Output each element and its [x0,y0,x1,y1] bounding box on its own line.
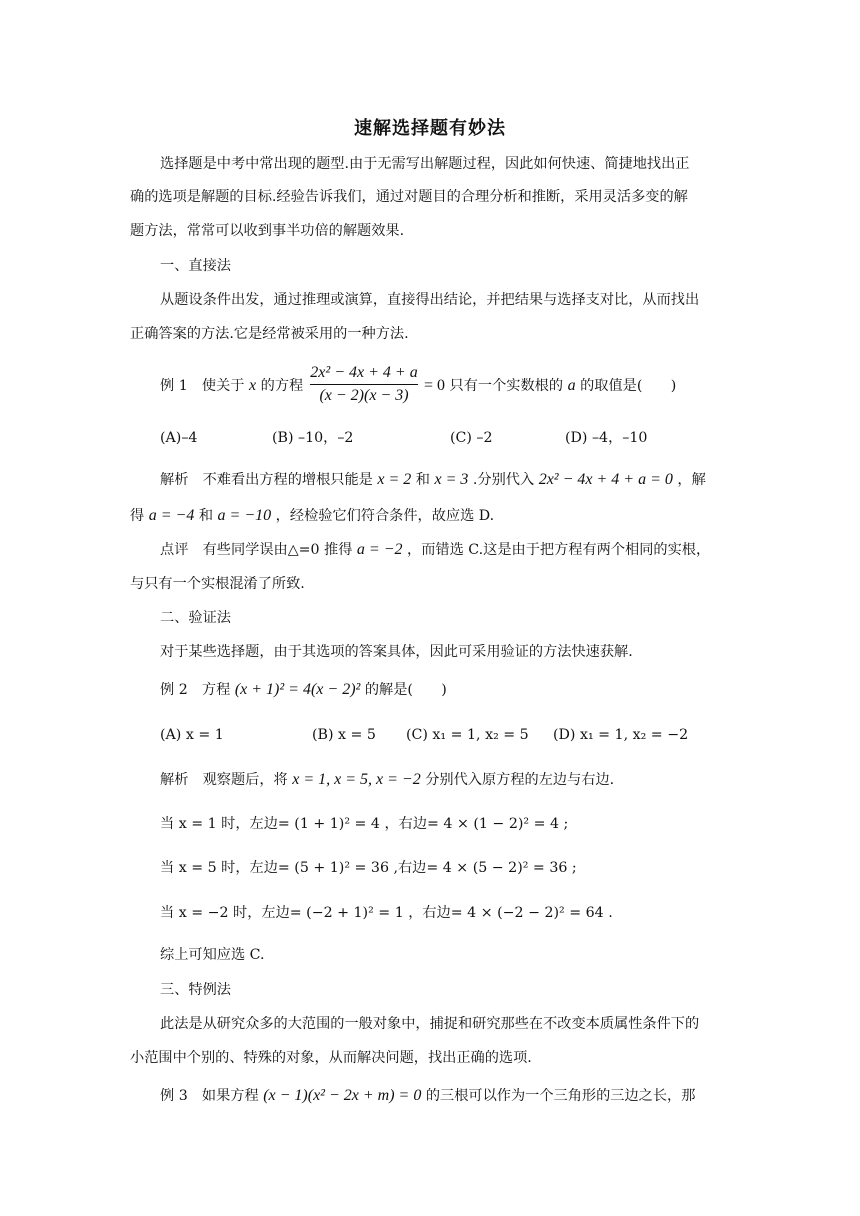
solution-1-text-c: .分别代入 [472,472,535,488]
example-1-question-tail [424,376,676,396]
intro-line-3: 题方法，常常可以收到事半功倍的解题效果. [130,223,405,239]
check-line-2: 当 x = 5 时，左边= (5 + 1)² = 36 ,右边= 4 × (5 − 2)² = 36 ; [160,860,577,876]
example-2-option-b: (B) x = 5 [312,727,376,743]
section-2-heading: 二、验证法 [160,610,231,626]
solution-1-text-e: 得 [130,508,145,524]
review-1-line-1 [160,540,710,560]
check-line-1: 当 x = 1 时，左边= (1 + 1)² = 4 ，右边= 4 × (1 − 2)² = 4 ; [160,816,569,832]
section-3-line-1: 此法是从研究众多的大范围的一般对象中，捕捉和研究那些在不改变本质属性条件下的 [160,1016,700,1032]
example-2-option-d: (D) x₁ = 1, x₂ = −2 [553,727,689,743]
review-1-text-b: ，而错选 C.这是由于把方程有两个相同的实根， [407,542,711,558]
example-2-option-a: (A) x = 1 [160,727,224,743]
solution-1-eq-5: a = −10 [217,507,272,524]
example-2-eq: (x + 1)² = 4(x − 2)² [234,681,361,698]
example-1-question [160,376,303,396]
check-line-3: 当 x = −2 时，左边= (−2 + 1)² = 1 ，右边= 4 × (−2 − 2)² = 64 . [160,905,613,921]
solution-2-line-1 [160,770,614,790]
example-1-mid: 的方程 [260,378,304,394]
example-1-fraction [310,364,418,405]
solution-2-conclusion: 综上可知应选 C. [160,947,265,963]
example-1-suffix: 的取值是( ) [580,378,677,394]
review-1-eq: a = −2 [356,541,403,558]
example-1-equals: = 0 [424,377,446,394]
fraction-bar [310,384,418,385]
example-2-option-c: (C) x₁ = 1, x₂ = 5 [406,727,529,743]
example-1-option-b: (B) –10，–2 [272,430,354,446]
example-1-var: x [249,377,257,394]
solution-1-line-1 [160,470,706,490]
solution-2-text-b: 分别代入原方程的左边与右边. [425,772,615,788]
solution-1-text-f: 和 [198,508,214,524]
example-2-prefix: 例 2 方程 [160,682,231,698]
solution-1-eq-3: 2x² − 4x + 4 + a = 0 [538,471,673,488]
solution-1-eq-1: x = 2 [377,471,412,488]
example-1-prefix: 例 1 使关于 [160,378,245,394]
solution-2-text-a: 解析 观察题后，将 [160,772,288,788]
section-1-line-2: 正确答案的方法.它是经常被采用的一种方法. [130,326,409,342]
solution-1-text-d: ，解 [677,472,706,488]
solution-1-eq-4: a = −4 [148,507,195,524]
example-1-option-d: (D) –4，–10 [565,430,648,446]
example-2-question [160,680,447,700]
solution-1-text-b: 和 [415,472,430,488]
section-3-line-2: 小范围中个别的、特殊的对象，从而解决问题，找出正确的选项. [130,1050,532,1066]
solution-1-text-g: ，经检验它们符合条件，故应选 D. [275,508,495,524]
review-1-line-2: 与只有一个实根混淆了所致. [130,576,305,592]
example-1-option-a: (A)–4 [160,430,198,446]
example-1-mid2: 只有一个实数根的 [449,378,564,394]
example-3-question [160,1086,695,1106]
solution-1-text-a: 解析 不难看出方程的增根只能是 [160,472,373,488]
section-1-heading: 一、直接法 [160,258,231,274]
example-1-var2: a [567,377,576,394]
solution-2-eq: x = 1, x = 5, x = −2 [292,771,421,788]
example-3-eq: (x − 1)(x² − 2x + m) = 0 [263,1087,422,1104]
example-1-option-c: (C) –2 [450,430,493,446]
example-3-prefix: 例 3 如果方程 [160,1088,259,1104]
example-2-suffix: 的解是( ) [364,682,447,698]
solution-1-line-2 [130,506,494,526]
review-1-text-a: 点评 有些同学误由△=0 推得 [160,542,353,558]
example-1-denominator: (x − 2)(x − 3) [319,387,409,404]
section-2-line-1: 对于某些选择题，由于其选项的答案具体，因此可采用验证的方法快速获解. [160,644,633,660]
page-title: 速解选择题有妙法 [354,118,506,139]
example-3-suffix: 的三根可以作为一个三角形的三边之长，那 [425,1088,696,1104]
section-3-heading: 三、特例法 [160,982,231,998]
intro-line-1: 选择题是中考中常出现的题型.由于无需写出解题过程，因此如何快速、简捷地找出正 [160,156,690,172]
example-1-numerator: 2x² − 4x + 4 + a [310,364,418,381]
solution-1-eq-2: x = 3 [434,471,469,488]
section-1-line-1: 从题设条件出发，通过推理或演算，直接得出结论，并把结果与选择支对比，从而找出 [160,292,700,308]
intro-line-2: 确的选项是解题的目标.经验告诉我们，通过对题目的合理分析和推断，采用灵活多变的解 [130,189,688,205]
